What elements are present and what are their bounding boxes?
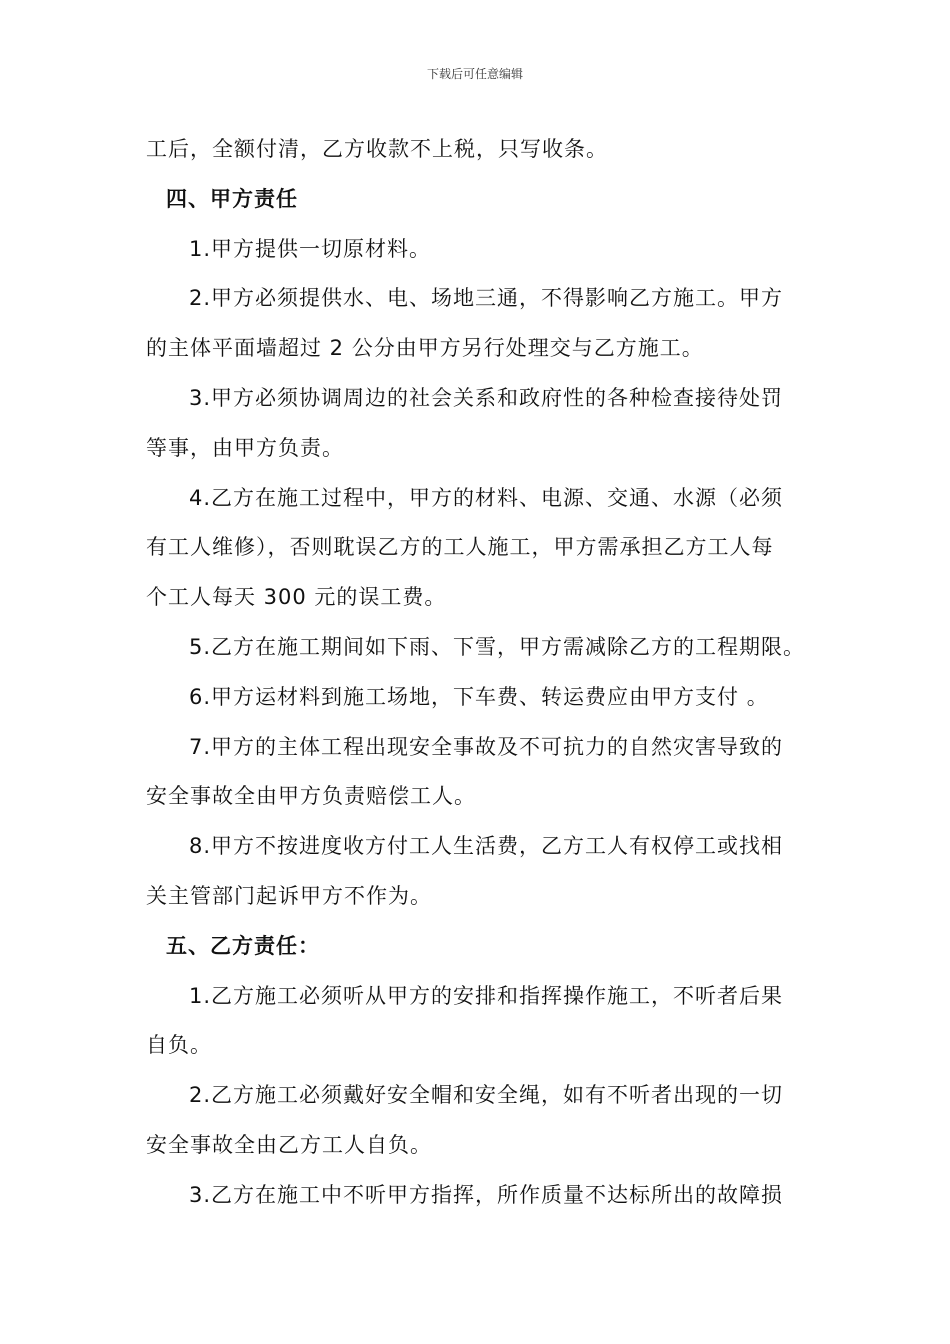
clause-a-3: 3.甲方必须协调周边的社会关系和政府性的各种检查接待处罚 (189, 385, 784, 410)
clause-a-4: 4.乙方在施工过程中，甲方的材料、电源、交通、水源（必须 (189, 485, 784, 510)
clause-a-6: 6.甲方运材料到施工场地，下车费、转运费应由甲方支付 。 (189, 684, 769, 709)
clause-b-1-cont: 自负。 (146, 1033, 212, 1058)
clause-a-1: 1.甲方提供一切原材料。 (189, 236, 432, 261)
clause-a-4-cont2: 个工人每天 300 元的误工费。 (146, 585, 447, 610)
clause-a-7: 7.甲方的主体工程出现安全事故及不可抗力的自然灾害导致的 (189, 734, 784, 759)
clause-a-4-cont: 有工人维修），否则耽误乙方的工人施工，甲方需承担乙方工人每 (146, 535, 774, 560)
section-heading-party-a-duties: 四、甲方责任 (166, 186, 298, 211)
clause-a-8-cont: 关主管部门起诉甲方不作为。 (146, 883, 432, 908)
clause-a-2: 2.甲方必须提供水、电、场地三通，不得影响乙方施工。甲方 (189, 286, 784, 311)
clause-a-2-cont: 的主体平面墙超过 2 公分由甲方另行处理交与乙方施工。 (146, 336, 704, 361)
clause-b-2: 2.乙方施工必须戴好安全帽和安全绳，如有不听者出现的一切 (189, 1083, 784, 1108)
paragraph-line: 工后，全额付清，乙方收款不上税，只写收条。 (146, 137, 608, 161)
clause-b-3: 3.乙方在施工中不听甲方指挥，所作质量不达标所出的故障损 (189, 1182, 784, 1207)
clause-a-8: 8.甲方不按进度收方付工人生活费，乙方工人有权停工或找相 (189, 834, 784, 859)
clause-b-1: 1.乙方施工必须听从甲方的安排和指挥操作施工，不听者后果 (189, 983, 784, 1008)
clause-b-2-cont: 安全事故全由乙方工人自负。 (146, 1132, 432, 1157)
document-body (146, 125, 808, 1221)
page-header: 下载后可任意编辑 (426, 67, 523, 81)
clause-a-7-cont: 安全事故全由甲方负责赔偿工人。 (146, 784, 476, 809)
section-heading-party-b-duties: 五、乙方责任： (166, 933, 320, 958)
clause-a-3-cont: 等事，由甲方负责。 (146, 435, 344, 460)
clause-a-5: 5.乙方在施工期间如下雨、下雪，甲方需减除乙方的工程期限。 (189, 634, 806, 659)
